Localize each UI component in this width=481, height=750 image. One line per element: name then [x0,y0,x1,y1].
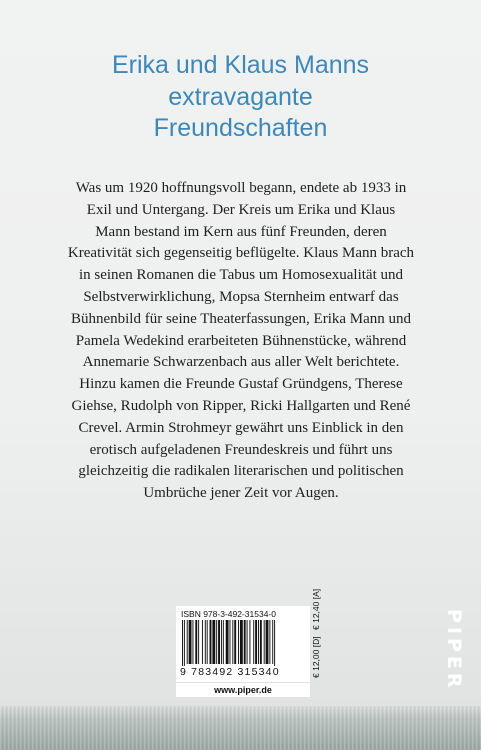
barcode-bar [205,620,206,664]
barcode-bar [255,620,257,664]
blurb-line: Kreativität sich gegenseitig beflügelte. Klaus Mann brach [67,245,415,262]
barcode-bar [226,620,229,664]
barcode-bar [266,620,269,664]
blurb-line: Pamela Wedekind erarbeiteten Bühnenstücke, während [75,332,407,349]
barcode-bar [210,620,212,664]
barcode-bar [240,620,243,664]
barcode-bar [218,620,220,664]
blurb-text [58,178,424,505]
barcode-bar [260,620,262,664]
blurb-line: Selbstverwirklichung, Mopsa Sternheim entwarf das [83,288,399,305]
barcode-bar [182,620,183,666]
barcode-bar [189,620,192,664]
blurb-line: Bühnenbild für seine Theaterfassungen, Erika Mann und [70,310,412,327]
grass-strip [0,706,481,750]
barcode-bar [232,620,233,664]
barcode-digits: 9 783492 315340 [180,666,280,678]
barcode-bar [216,620,217,664]
barcode-bar [207,620,208,664]
barcode-bar [247,620,248,664]
barcode-bar [230,620,231,664]
blurb-line: Giehse, Rudolph von Ripper, Ricki Hallgarten und René [71,397,411,414]
barcode-bar [258,620,259,664]
title-line: extravagante [168,82,313,111]
book-title [0,50,481,145]
barcode-bar [249,620,250,664]
price-germany: € 12,00 [D] [311,636,321,678]
barcode-bar [195,620,197,664]
barcode-bar [184,620,185,666]
price-block [311,589,333,682]
blurb-line: erotisch aufgeladenen Freundeskreis und führt uns [89,441,393,458]
blurb-line: in seinen Romanen die Tabus um Homosexualität und [78,267,404,284]
barcode-bar [221,620,222,664]
blurb-line: gleichzeitig die radikalen literarischen und politischen [78,463,404,480]
barcode-bar [272,620,273,664]
barcode-bar [192,620,193,664]
blurb-line: Exil und Untergang. Der Kreis um Erika und Klaus [86,201,396,218]
publisher-website: www.piper.de [176,683,310,697]
barcode-bar [264,620,265,664]
blurb-line: Was um 1920 hoffnungsvoll begann, endete ab 1933 in [75,180,407,196]
isbn-label: ISBN 978-3-492-31534-0 [181,609,276,619]
barcode-panel [176,606,310,682]
publisher-logo: PIPER [443,608,465,692]
barcode-bar [187,620,188,664]
barcode-bar [202,620,203,664]
barcode-graphic [180,620,300,666]
blurb-line: Hinzu kamen die Freunde Gustaf Gründgens, Therese [79,376,403,393]
blurb-line: Umbrüche jener Zeit vor Augen. [143,485,339,502]
blurb-line: Mann bestand im Kern aus fünf Freunden, deren [95,223,387,240]
price-austria: € 12,40 [A] [311,589,321,631]
barcode-bar [253,620,254,664]
barcode-bar [269,620,270,664]
title-line: Erika und Klaus Manns [111,51,370,79]
barcode-bar [238,620,239,664]
title-line: Freundschaften [153,114,328,142]
barcode-bar [212,620,215,664]
barcode-bar [234,620,236,664]
barcode-bar [274,620,275,666]
barcode-bar [244,620,246,664]
blurb-line: Crevel. Armin Strohmeyr gewährt uns Einblick in den [78,419,404,436]
blurb-line: Annemarie Schwarzenbach aus aller Welt berichtete. [82,354,400,371]
barcode-bars [180,620,300,666]
grass-texture [0,706,481,750]
barcode-bar [198,620,199,664]
barcode-bar [223,620,224,664]
